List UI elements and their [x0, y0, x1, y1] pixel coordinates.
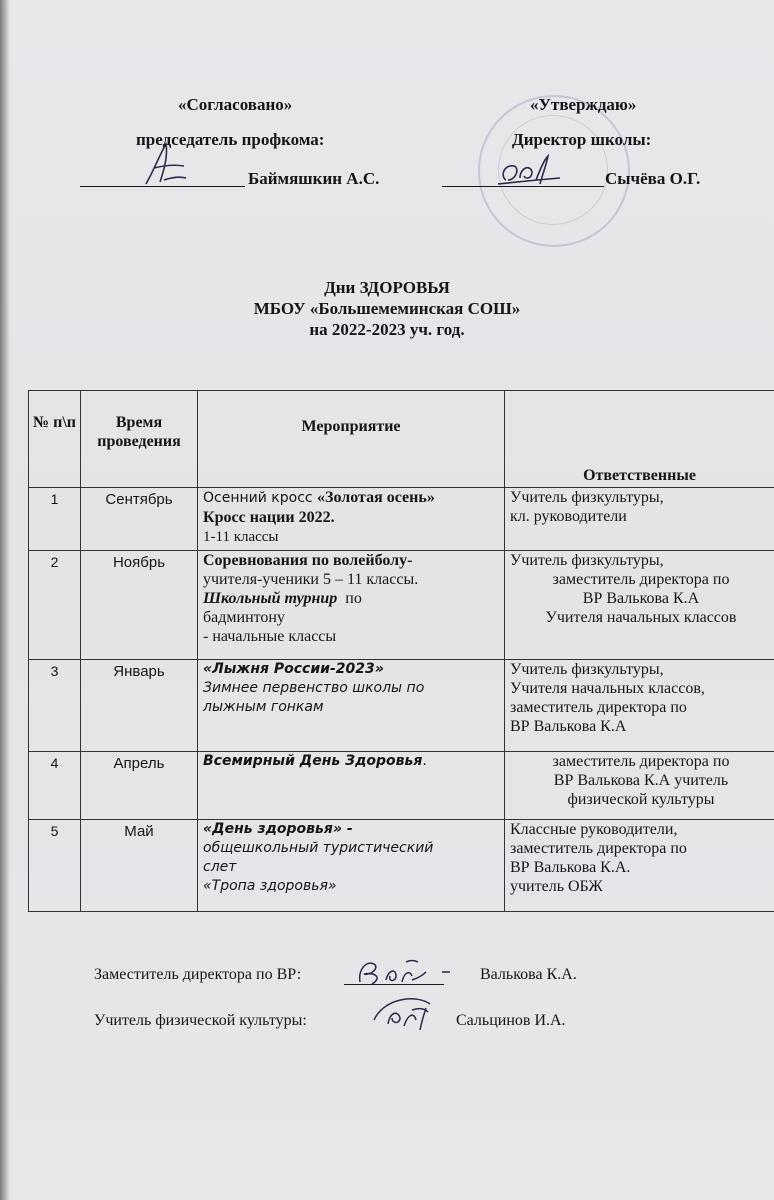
- row-event: [198, 551, 505, 660]
- event-text: - начальные классы: [203, 628, 337, 645]
- event-text: Осенний кросс: [203, 490, 318, 506]
- row-num: 3: [29, 660, 81, 752]
- header-time: Время проведения: [81, 391, 198, 488]
- table-row: [29, 820, 774, 912]
- resp-text: учитель ОБЖ: [510, 878, 603, 895]
- row-month: Ноябрь: [81, 551, 198, 660]
- row-num: 4: [29, 752, 81, 820]
- header-event: Мероприятие: [198, 391, 505, 488]
- events-table: [28, 390, 774, 912]
- footer-signature-deputy-image: [352, 952, 452, 988]
- row-responsible: [505, 752, 774, 820]
- row-month: Апрель: [81, 752, 198, 820]
- row-num: 2: [29, 551, 81, 660]
- row-responsible: [505, 551, 774, 660]
- table-row: [29, 660, 774, 752]
- footer-signature-pe-image: [368, 990, 438, 1034]
- resp-text: ВР Валькова К.А.: [510, 859, 631, 876]
- photo-edge-shadow: [0, 0, 10, 1200]
- event-text-bold-italic: «День здоровья» -: [203, 821, 353, 837]
- row-month: Май: [81, 820, 198, 912]
- row-num: 1: [29, 488, 81, 551]
- event-text-italic: «Тропа здоровья»: [203, 878, 337, 894]
- resp-text: ВР Валькова К.А учитель: [553, 772, 729, 789]
- event-text: по: [337, 590, 362, 607]
- footer-deputy-name: Валькова К.А.: [480, 966, 577, 983]
- row-event: [198, 820, 505, 912]
- table-row: [29, 752, 774, 820]
- resp-text: заместитель директора по: [510, 699, 687, 716]
- event-text-italic: общешкольный туристический: [203, 840, 434, 856]
- row-event: [198, 488, 505, 551]
- resp-text: Учитель физкультуры,: [510, 661, 664, 678]
- document-title-line3: на 2022-2023 уч. год.: [309, 320, 465, 339]
- event-text-bold-italic: «Лыжня России-2023»: [203, 661, 384, 677]
- footer-deputy-role: Заместитель директора по ВР:: [94, 966, 302, 983]
- row-month: Сентябрь: [81, 488, 198, 551]
- document-title-line1: Дни ЗДОРОВЬЯ: [324, 278, 450, 297]
- event-text: .: [422, 753, 427, 769]
- table-row: [29, 551, 774, 660]
- event-text-bold-italic: Всемирный День Здоровья: [203, 753, 423, 769]
- table-header-row: [29, 391, 774, 488]
- event-text: 1-11 классы: [203, 529, 279, 545]
- resp-text: Учителя начальных классов,: [510, 680, 705, 697]
- event-text-italic: слет: [203, 859, 237, 875]
- signature-right-image: [496, 150, 562, 190]
- event-text: учителя-ученики 5 – 11 классы.: [203, 571, 419, 588]
- event-text-bold-italic: Школьный турнир: [203, 590, 338, 607]
- approval-right-name: Сычёва О.Г.: [605, 169, 701, 188]
- event-text: бадминтону: [203, 609, 285, 626]
- event-text-italic: Зимнее первенство школы по: [203, 680, 425, 696]
- resp-text: Учитель физкультуры,: [510, 489, 664, 506]
- row-responsible: [505, 660, 774, 752]
- event-text-bold: «Золотая осень»: [317, 489, 435, 506]
- event-text-italic: лыжным гонкам: [203, 699, 324, 715]
- resp-text: заместитель директора по: [510, 840, 687, 857]
- resp-text: Классные руководители,: [510, 821, 678, 838]
- resp-text: заместитель директора по: [552, 753, 730, 770]
- approval-right-role: Директор школы:: [512, 130, 652, 149]
- row-event: [198, 752, 505, 820]
- signature-left-image: [140, 140, 190, 188]
- row-num: 5: [29, 820, 81, 912]
- resp-text: физической культуры: [567, 791, 715, 808]
- approval-left-name: Баймяшкин А.С.: [248, 169, 380, 188]
- approval-left-role: председатель профкома:: [136, 130, 325, 149]
- table-row: [29, 488, 774, 551]
- row-responsible: [505, 488, 774, 551]
- row-month: Январь: [81, 660, 198, 752]
- resp-text: кл. руководители: [510, 508, 627, 525]
- row-responsible: [505, 820, 774, 912]
- event-text-bold: Соревнования по волейболу-: [203, 552, 413, 569]
- header-num: № п\п: [29, 391, 81, 488]
- resp-text: Учителя начальных классов: [545, 609, 737, 626]
- resp-text: ВР Валькова К.А: [510, 718, 627, 735]
- row-event: [198, 660, 505, 752]
- approval-right-title: «Утверждаю»: [530, 95, 637, 114]
- resp-text: заместитель директора по: [552, 571, 730, 588]
- header-responsible: Ответственные: [505, 391, 774, 488]
- resp-text: ВР Валькова К.А: [582, 590, 700, 607]
- resp-text: Учитель физкультуры,: [510, 552, 664, 569]
- footer-pe-name: Сальцинов И.А.: [456, 1012, 566, 1029]
- document-title-line2: МБОУ «Большемеминская СОШ»: [253, 299, 521, 318]
- event-text-bold: Кросс нации 2022.: [203, 509, 335, 526]
- approval-left-title: «Согласовано»: [178, 95, 293, 114]
- footer-pe-role: Учитель физической культуры:: [94, 1012, 307, 1029]
